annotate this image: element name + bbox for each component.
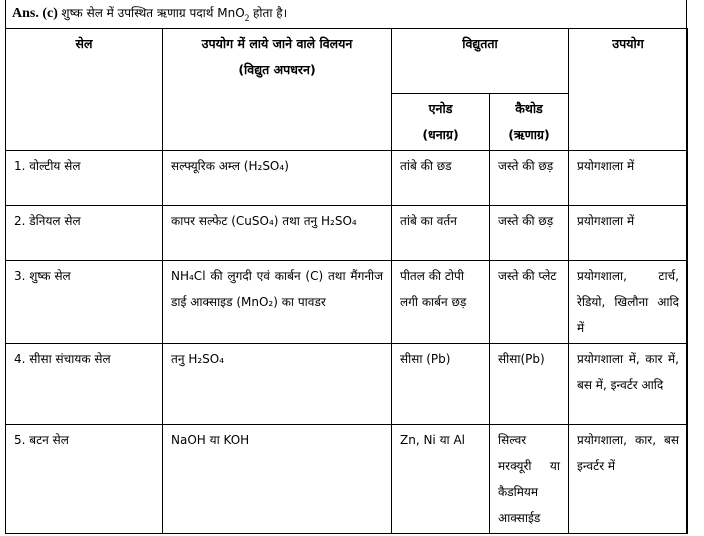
cells-table [5,28,688,534]
header-cell: सेल [6,29,163,151]
cell-anode: तांबे की छड [392,151,490,206]
table-row [6,206,688,261]
table-row [6,151,688,206]
header-electrode: विद्युतता [392,29,569,94]
header-solution: उपयोग में लाये जाने वाले विलयन (विद्युत अपधरन) [163,29,392,151]
cell-usage: प्रयोगशाला में [569,151,688,206]
answer-subscript: 2 [244,12,250,23]
answer-option: (c) [42,6,58,21]
cell-cathode: जस्ते की छड़ [490,206,569,261]
cell-usage: प्रयोगशाला, टार्च, रेडियो, खिलौना आदि में [569,261,688,344]
cell-usage: प्रयोगशाला में [569,206,688,261]
cell-anode: तांबे का वर्तन [392,206,490,261]
table-row [6,425,688,534]
cell-solution: NaOH या KOH [163,425,392,534]
cell-cathode: जस्ते की छड़ [490,151,569,206]
cell-usage: प्रयोगशाला, कार, बस इन्वर्टर में [569,425,688,534]
cell-solution: कापर सल्फेट (CuSO₄) तथा तनु H₂SO₄ [163,206,392,261]
header-cathode: कैथोड (ऋणाग्र) [490,94,569,151]
answer-text: शुष्क सेल में उपस्थित ऋणाग्र पदार्थ MnO [61,6,245,20]
answer-text-end: होता है। [249,6,288,20]
cell-name: 3. शुष्क सेल [6,261,163,344]
cell-name: 2. डेनियल सेल [6,206,163,261]
header-usage: उपयोग [569,29,688,151]
header-row [6,29,688,94]
answer-line [12,2,287,25]
cell-name: 5. बटन सेल [6,425,163,534]
table-row [6,261,688,344]
cell-name: 1. वोल्टीय सेल [6,151,163,206]
cell-anode: Zn, Ni या Al [392,425,490,534]
cell-cathode: सीसा(Pb) [490,344,569,425]
cell-cathode: जस्ते की प्लेट [490,261,569,344]
cell-solution: सल्फ्यूरिक अम्ल (H₂SO₄) [163,151,392,206]
cell-usage: प्रयोगशाला में, कार में, बस में, इन्वर्टर आदि [569,344,688,425]
cell-anode: सीसा (Pb) [392,344,490,425]
cell-solution: तनु H₂SO₄ [163,344,392,425]
cell-name: 4. सीसा संचायक सेल [6,344,163,425]
cell-solution: NH₄Cl की लुगदी एवं कार्बन (C) तथा मैंगनीज डाई आक्साइड (MnO₂) का पावडर [163,261,392,344]
cell-cathode: सिल्वर मरक्यूरी या कैडमियम आक्साईड [490,425,569,534]
cell-anode: पीतल की टोपी लगी कार्बन छड़ [392,261,490,344]
header-anode: एनोड (धनाग्र) [392,94,490,151]
table-row [6,344,688,425]
answer-label: Ans. [12,6,39,21]
